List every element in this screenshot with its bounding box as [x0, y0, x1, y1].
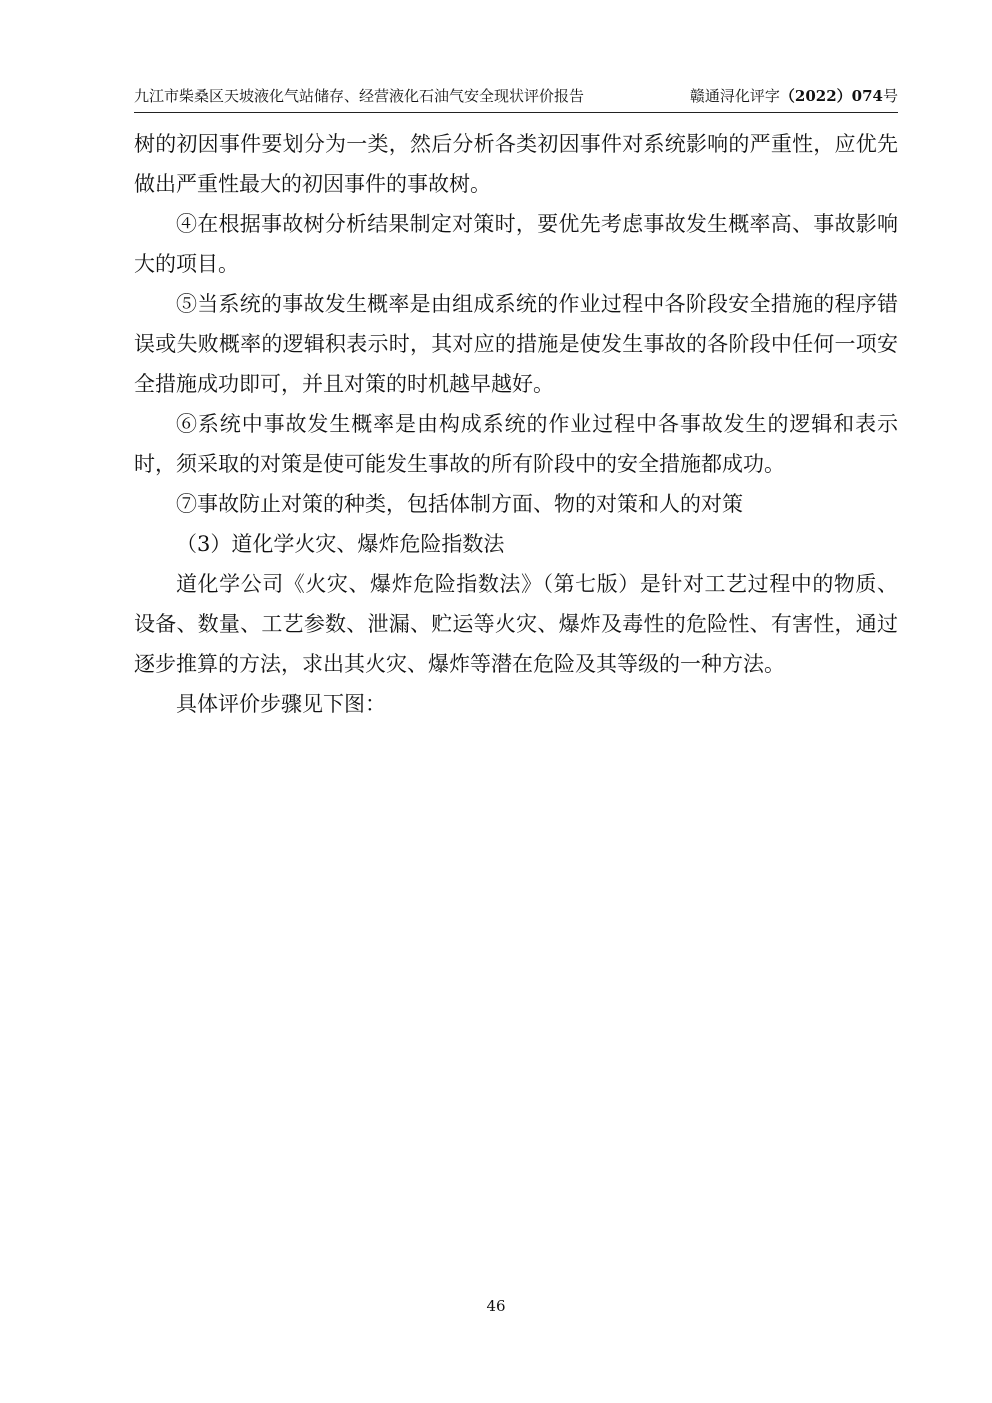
paragraph-item-6: ⑥系统中事故发生概率是由构成系统的作业过程中各事故发生的逻辑和表示时，须采取的对策是使可能发生事故的所有阶段中的安全措施都成功。 — [134, 412, 898, 476]
header-divider — [134, 112, 898, 113]
paragraph-continued: 树的初因事件要划分为一类，然后分析各类初因事件对系统影响的严重性，应优先做出严重性最大的初因事件的事故树。 — [134, 132, 898, 196]
document-number-suffix: 号 — [882, 87, 898, 105]
paragraph-item-7: ⑦事故防止对策的种类，包括体制方面、物的对策和人的对策 — [176, 492, 743, 516]
page-header — [134, 86, 898, 110]
document-number-year: （2022）074 — [779, 87, 883, 105]
document-number — [690, 86, 898, 106]
document-number-prefix: 赣通浔化评字 — [689, 87, 780, 105]
section-heading-dow-index: （3）道化学火灾、爆炸危险指数法 — [176, 532, 505, 556]
report-title: 九江市柴桑区天坡液化气站储存、经营液化石油气安全现状评价报告 — [134, 87, 585, 105]
paragraph-item-5: ⑤当系统的事故发生概率是由组成系统的作业过程中各阶段安全措施的程序错误或失败概率的逻辑积表示时，其对应的措施是使发生事故的各阶段中任何一项安全措施成功即可，并且对策的时机越早越好。 — [134, 292, 898, 396]
body-text — [134, 124, 898, 724]
paragraph-item-4: ④在根据事故树分析结果制定对策时，要优先考虑事故发生概率高、事故影响大的项目。 — [134, 212, 898, 276]
paragraph-steps-intro: 具体评价步骤见下图： — [176, 692, 386, 716]
paragraph-dow-description: 道化学公司《火灾、爆炸危险指数法》（第七版）是针对工艺过程中的物质、设备、数量、工艺参数、泄漏、贮运等火灾、爆炸及毒性的危险性、有害性，通过逐步推算的方法，求出其火灾、爆炸等潜在危险及其等级的一种方法。 — [134, 572, 898, 676]
page-number: 46 — [486, 1297, 506, 1315]
